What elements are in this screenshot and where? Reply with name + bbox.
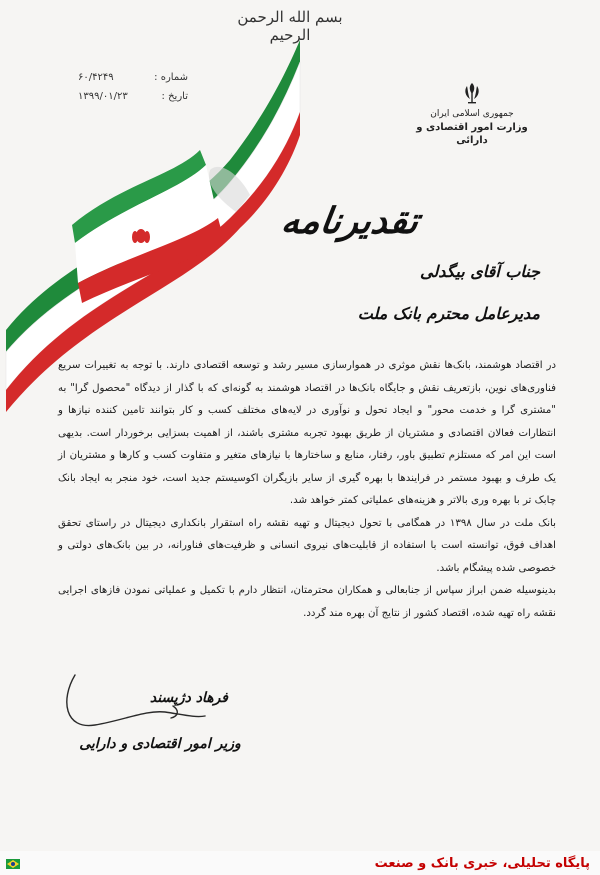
iran-emblem-icon <box>459 80 485 106</box>
basmala: بسم الله الرحمن الرحیم <box>237 8 343 44</box>
body-paragraph: در اقتصاد هوشمند، بانک‌ها نقش موثری در هموارسازی مسیر رشد و توسعه اقتصادی دارند. با توجه به تغییرات سریع فناوری‌های نوین، بازتعریف نقش و جایگاه بانک‌ها در اقتصاد هوشمند به گونه‌ای که با گذار از دیدگاه "محصول گرا" به "مشتری گرا و خدمت محور" و ایجاد تحول و نوآوری در لایه‌های مختلف کسب و کار بتوانند تامین کننده نیازها و انتظارات فعالان اقتصادی و مشتریان از طریق بهبود تجربه مشتری باشند، از اهمیت بسزایی برخوردار است. بدیهی است این امر که مستلزم تطبیق باور، رفتار، منابع و ساختارها با نیازهای متغیر و متفاوت کسب و کارها و مشتریان از یک طرف و بهبود مستمر در فرایندها با بهره گیری از سایر بازیگران اکوسیستم جدید است، خود منجر به ایجاد بانک چابک تر با بهره وری بالاتر و هزینه‌های عملیاتی کمتر خواهد شد. <box>58 360 556 506</box>
country-name: جمهوری اسلامی ایران <box>430 109 514 119</box>
flag-icon <box>6 859 20 869</box>
number-value: ۶۰/۴۲۴۹ <box>78 72 114 83</box>
page-title: تقدیرنامه <box>278 200 422 242</box>
date-label: تاریخ : <box>161 91 188 102</box>
number-row <box>78 68 188 87</box>
date-row <box>78 87 188 106</box>
signer-title: وزیر امور اقتصادی و دارایی <box>79 736 241 752</box>
body-paragraph: بانک ملت در سال ۱۳۹۸ در همگامی با تحول دیجیتال و تهیه نقشه راه استقرار بانکداری دیجیتال در راستای تحقق اهداف فوق، توانسته است با استفاده از قابلیت‌های نیروی انسانی و ظرفیت‌های فناورانه، در بین بانک‌های دولتی و خصوصی شده پیشگام باشد. <box>58 517 556 574</box>
ministry-header <box>402 80 542 147</box>
letter-meta <box>78 68 188 106</box>
body-paragraph: بدینوسیله ضمن ابراز سپاس از جنابعالی و همکاران محترمتان، انتظار دارم با تکمیل و عملیاتی نمودن فازهای اجرایی نقشه راه تهیه شده، اقتصاد کشور از نتایج آن بهره مند گردد. <box>58 585 556 619</box>
letter-body <box>58 355 556 625</box>
signer-name: فرهاد دژپسند <box>149 690 228 706</box>
footer-bar <box>0 851 600 875</box>
footer-label: پایگاه تحلیلی، خبری بانک و صنعت <box>374 856 590 871</box>
ministry-name: وزارت امور اقتصادی و دارائی <box>416 122 528 146</box>
number-label: شماره : <box>154 72 188 83</box>
addressee-title: مدیرعامل محترم بانک ملت <box>357 304 540 323</box>
addressee-name: جناب آقای بیگدلی <box>419 262 540 281</box>
date-value: ۱۳۹۹/۰۱/۲۳ <box>78 91 128 102</box>
